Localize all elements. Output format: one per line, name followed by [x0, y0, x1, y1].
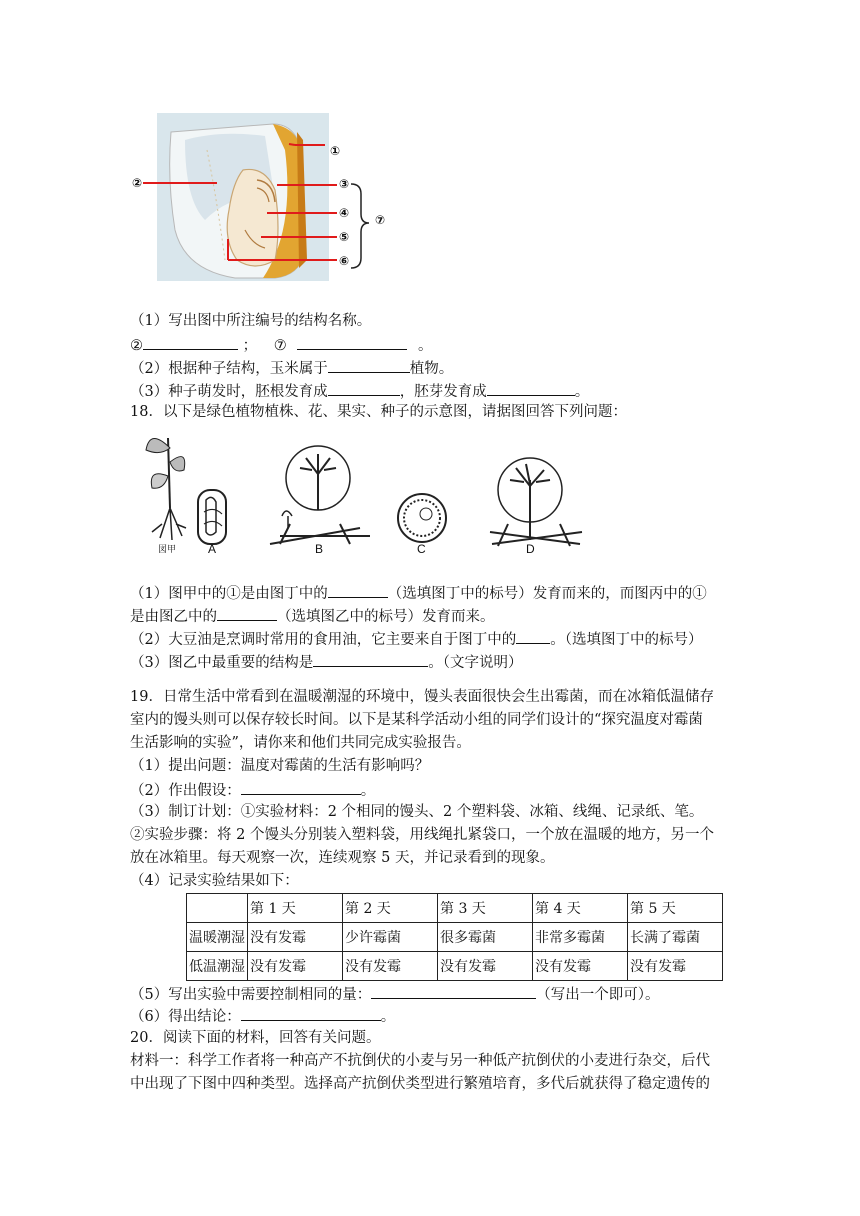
q17-end: 。 [417, 338, 433, 354]
table-row [187, 923, 723, 952]
q17-p3-text-a: （3）种子萌发时，胚根发育成 [130, 384, 328, 400]
label-7: ⑦ [375, 213, 386, 227]
q17-p3-blank-b[interactable] [487, 380, 575, 396]
q17-p3-blank-a[interactable] [328, 380, 400, 396]
table-header-cell: 第 5 天 [628, 894, 723, 923]
q19-intro-l2: 室内的馒头则可以保存较长时间。以下是某科学活动小组的同学们设计的“探究温度对霉菌 [130, 712, 703, 728]
q19-s2-text-b: 。 [360, 783, 376, 799]
q18-part1-line2 [130, 605, 495, 627]
q18-p2-blank[interactable] [516, 628, 550, 644]
q19-step3-2a: ②实验步骤：将 2 个馒头分别装入塑料袋，用线绳扎紧袋口，一个放在温暖的地方，另一个 [130, 827, 714, 843]
q19-s5-text-b: （写出一个即可）。 [536, 987, 660, 1003]
q18-p1-text-d: （选填图乙中的标号）发育而来。 [277, 609, 495, 625]
table-cell: 长满了霉菌 [628, 923, 723, 952]
table-cell: 没有发霉 [438, 952, 533, 981]
q18-p2-text-b: 。（选填图丁中的标号） [550, 632, 703, 648]
q18-title: 18．以下是绿色植物植株、花、果实、种子的示意图，请据图回答下列问题： [130, 404, 627, 420]
fig-label-b: B [315, 542, 324, 556]
label-3: ③ [339, 177, 350, 191]
q17-part1: （1）写出图中所注编号的结构名称。 [130, 313, 372, 329]
table-cell: 非常多霉菌 [533, 923, 628, 952]
results-table [186, 893, 723, 981]
q17-ans-a-label: ② [130, 338, 143, 354]
q19-s5-text-a: （5）写出实验中需要控制相同的量： [130, 987, 372, 1003]
table-header-cell: 第 4 天 [533, 894, 628, 923]
q18-p2-text-a: （2）大豆油是烹调时常用的食用油，它主要来自于图丁中的 [130, 632, 517, 648]
table-row [187, 952, 723, 981]
q18-p1-text-a: （1）图甲中的①是由图丁中的 [130, 586, 328, 602]
q19-s6-text-b: 。 [380, 1009, 396, 1025]
table-cell: 没有发霉 [628, 952, 723, 981]
q18-part3 [130, 651, 522, 673]
q20-title: 20．阅读下面的材料，回答有关问题。 [130, 1030, 381, 1046]
q17-sep: ； [242, 338, 258, 354]
q17-blank-2[interactable] [143, 334, 238, 350]
plant-figures-illustration [130, 428, 600, 558]
q19-intro-l3: 生活影响的实验”，请你来和他们共同完成实验报告。 [130, 735, 471, 751]
table-cell: 没有发霉 [533, 952, 628, 981]
q20-material1-l1: 材料一：科学工作者将一种高产不抗倒伏的小麦与另一种低产抗倒伏的小麦进行杂交，后代 [130, 1053, 710, 1069]
label-6: ⑥ [339, 254, 350, 268]
table-header-cell: 第 1 天 [248, 894, 343, 923]
q19-step3-2b: 放在冰箱里。每天观察一次，连续观察 5 天，并记录看到的现象。 [130, 850, 555, 866]
plant-figure-row [130, 428, 600, 558]
q19-s6-text-a: （6）得出结论： [130, 1009, 241, 1025]
q18-p1-blank-b[interactable] [217, 605, 277, 621]
q17-ans-b-label: ⑦ [273, 338, 287, 354]
q19-intro-l1: 19．日常生活中常看到在温暖潮湿的环境中，馒头表面很快会生出霉菌，而在冰箱低温储存 [130, 689, 714, 705]
q19-s2-text-a: （2）作出假设： [130, 783, 241, 799]
table-cell: 温暖潮湿 [187, 923, 248, 952]
table-header-cell: 第 2 天 [343, 894, 438, 923]
q18-p3-blank[interactable] [313, 651, 428, 667]
q19-step4: （4）记录实验结果如下： [130, 873, 299, 889]
fig-label-a: A [208, 542, 217, 556]
q17-part2 [130, 357, 453, 379]
table-cell: 没有发霉 [248, 952, 343, 981]
fig-label-jia: 図甲 [158, 545, 177, 555]
table-cell: 没有发霉 [248, 923, 343, 952]
label-4: ④ [339, 206, 350, 220]
q20-material1-l2: 中出现了下图中四种类型。选择高产抗倒伏类型进行繁殖培育，多代后就获得了稳定遗传的 [130, 1076, 710, 1092]
q19-step1: （1）提出问题：温度对霉菌的生活有影响吗？ [130, 758, 430, 774]
q18-p1-text-b: （选填图丁中的标号）发育而来的，而图丙中的① [387, 586, 707, 602]
table-cell: 低温潮湿 [187, 952, 248, 981]
q17-p3-text-b: ，胚芽发育成 [399, 384, 487, 400]
label-2: ② [132, 176, 143, 190]
q18-p3-text-b: 。（文字说明） [428, 655, 523, 671]
q18-part2 [130, 628, 702, 650]
q18-part1-line1 [130, 582, 707, 604]
table-header-row [187, 894, 723, 923]
label-1: ① [330, 144, 341, 158]
q17-blank-7[interactable] [297, 334, 407, 350]
table-header-cell [187, 894, 248, 923]
q19-s2-blank[interactable] [241, 779, 361, 795]
table-cell: 少许霉菌 [343, 923, 438, 952]
q18-p3-text-a: （3）图乙中最重要的结构是 [130, 655, 314, 671]
fig-label-d: D [526, 542, 535, 556]
q17-p2-text-a: （2）根据种子结构，玉米属于 [130, 361, 328, 377]
q17-part1-answers [130, 334, 432, 356]
q17-p2-blank[interactable] [328, 357, 410, 373]
q19-step2 [130, 779, 375, 801]
q19-s5-blank[interactable] [371, 983, 536, 999]
fig-label-c: C [417, 542, 426, 556]
q18-p1-text-c: 是由图乙中的 [130, 609, 217, 625]
q18-p1-blank-a[interactable] [328, 582, 388, 598]
q17-p3-text-c: 。 [574, 384, 590, 400]
q19-step3: （3）制订计划：①实验材料：2 个相同的馒头、2 个塑料袋、冰箱、线绳、记录纸、笔。 [130, 804, 704, 820]
corn-seed-figure [125, 110, 395, 285]
label-5: ⑤ [339, 230, 350, 244]
table-header-cell: 第 3 天 [438, 894, 533, 923]
q19-step5 [130, 983, 659, 1005]
q17-p2-text-b: 植物。 [409, 361, 454, 377]
table-cell: 很多霉菌 [438, 923, 533, 952]
q19-step6 [130, 1005, 395, 1027]
q17-part3 [130, 380, 589, 402]
corn-seed-illustration [125, 110, 395, 285]
q19-s6-blank[interactable] [241, 1005, 381, 1021]
table-cell: 没有发霉 [343, 952, 438, 981]
